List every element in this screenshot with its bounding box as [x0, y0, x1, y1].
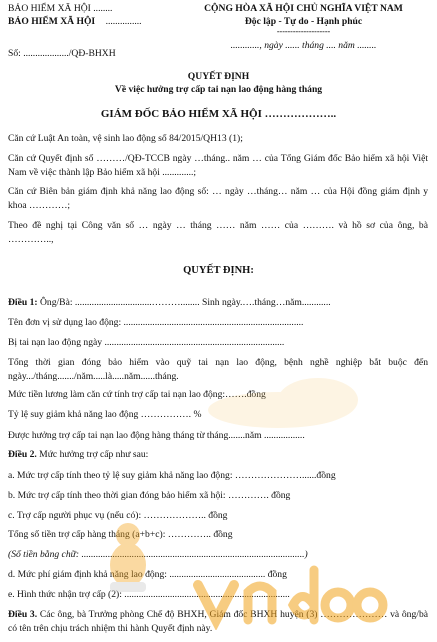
article-2-label: Điều 2.: [8, 449, 37, 460]
org-name: BẢO HIỂM XÃ HỘI: [8, 16, 96, 27]
article-3-text: Các ông, bà Trưởng phòng Chế độ BHXH, Giám đốc BHXH huyện (3) ………………… và ông/bà có tên trên chịu trách nhiệm thi hành Quyết định này.: [8, 609, 429, 634]
article-2-item-c: c. Trợ cấp người phục vụ (nếu có): ……………….. đồng: [8, 510, 228, 521]
ground-2: Căn cứ Quyết định số ………/QĐ-TCCB ngày …tháng.. năm … của Tổng Giám đốc Bảo hiểm xã hội Việt Nam về việc thành lập Bảo hiểm xã hội .............;: [8, 153, 428, 178]
article-2-total: Tổng số tiền trợ cấp hàng tháng (a+b+c): ………….. đồng: [8, 529, 233, 540]
org-line-2: [8, 16, 142, 27]
motto: Độc lập - Tự do - Hạnh phúc: [244, 16, 363, 27]
article-1-employer: Tên đơn vị sử dụng lao động: ...........................................................................: [8, 317, 304, 328]
article-1-reduction: Tỷ lệ suy giảm khả năng lao động ……………. %: [8, 409, 202, 420]
decision-subject: Về việc hưởng trợ cấp tai nạn lao động hàng tháng: [114, 84, 323, 95]
article-1-label: Điều 1:: [8, 297, 38, 308]
article-2-item-b: b. Mức trợ cấp tính theo thời gian đóng bảo hiểm xã hội: …………. đồng: [8, 490, 291, 501]
article-2-item-a: a. Mức trợ cấp tính theo tỷ lệ suy giảm khả năng lao động: …………………......đồng: [8, 470, 336, 481]
issuing-authority: GIÁM ĐỐC BẢO HIỂM XÃ HỘI ………………..: [100, 108, 337, 120]
faint-cloud-shape: [208, 378, 358, 428]
article-3-label: Điều 3.: [8, 609, 38, 620]
decision-heading: QUYẾT ĐỊNH:: [183, 265, 254, 276]
article-2-item-d: d. Mức phí giám định khả năng lao động: ........................................ đồng: [8, 569, 287, 580]
motto-rule: --------------------: [276, 27, 331, 36]
article-1-line-1: [8, 297, 331, 308]
article-1-start: Được hưởng trợ cấp tai nạn lao động hàng tháng từ tháng.......năm .................: [8, 430, 305, 441]
decision-title: QUYẾT ĐỊNH: [187, 71, 250, 82]
nation-name: CỘNG HÒA XÃ HỘI CHỦ NGHĨA VIỆT NAM: [204, 3, 403, 14]
article-1-contribution: Tổng thời gian đóng bảo hiểm vào quỹ tai nạn lao động, bệnh nghề nghiệp bắt buộc đến ngày.../tháng......./năm.....là.....năm......tháng.: [8, 357, 428, 382]
article-1-person: Ông/Bà: ................................………........ Sinh ngày.….tháng…năm............: [37, 297, 331, 308]
article-1-salary: Mức tiền lương làm căn cứ tính trợ cấp tai nạn lao động:…….đồng: [8, 389, 266, 400]
ground-1: Căn cứ Luật An toàn, vệ sinh lao động số 84/2015/QH13 (1);: [8, 133, 243, 144]
issue-date: ............, ngày ...... tháng .... năm ........: [230, 40, 377, 51]
ground-4: Theo đề nghị tại Công văn số … ngày … tháng …… năm …… của ………. và hồ sơ của ông, bà …………..,: [8, 220, 428, 245]
org-dots: ...............: [105, 16, 142, 27]
article-3: [8, 608, 428, 635]
article-2-intro: Mức hưởng trợ cấp như sau:: [36, 449, 149, 460]
article-2-in-words: (Số tiền bằng chữ: .............................................................................................): [8, 549, 308, 560]
org-line-1: BẢO HIỂM XÃ HỘI ........: [8, 3, 113, 14]
article-2-item-e: e. Hình thức nhận trợ cấp (2): .....................................................................: [8, 589, 290, 600]
article-2-intro-line: [8, 449, 148, 460]
document-number: Số: .................../QĐ-BHXH: [8, 48, 116, 59]
ground-3: Căn cứ Biên bản giám định khả năng lao động số: … ngày …tháng… năm … của Hội đồng giám định y khoa …………;: [8, 186, 428, 211]
article-1-accident-date: Bị tai nạn lao động ngày ...........................................................................: [8, 337, 285, 348]
